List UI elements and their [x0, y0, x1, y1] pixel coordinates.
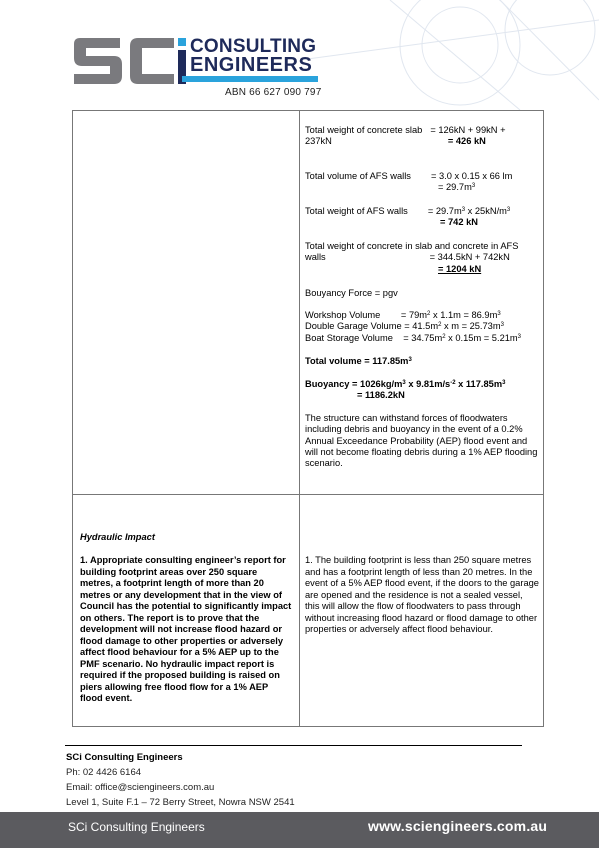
logo-wordmark [190, 37, 316, 75]
afs-volume-eq1: = 3.0 x 0.15 x 66 lm [430, 171, 513, 181]
afs-weight-eq1: = $29.7m^3$ x $25kN/m^3$ [427, 206, 511, 216]
afs-volume-block: Total volume of AFS walls = 3.0 x 0.15 x 66 lm = $29.7m^3$ [305, 171, 513, 193]
blueprint-background [300, 0, 599, 110]
hydraulic-impact-response: 1. The building footprint is less than 250 square metres and has a footprint length of less than 20 metres. In the event of a 5% AEP flood event, if the doors to the garage are opened and the residence is not a sealed vessel, this will allow the flow of floodwaters to pass through without increasing flood hazard or flood damage to other properties or adversely affect flood behaviour. [305, 555, 539, 634]
slab-eq1: = 126kN + 99kN + [430, 125, 506, 135]
total-weight-block [305, 241, 541, 275]
footer-email[interactable]: Email: office@sciengineers.com.au [66, 782, 215, 793]
footer-website-link[interactable]: www.sciengineers.com.au [368, 818, 548, 834]
afs-weight-block [305, 206, 541, 229]
afs-weight-eq2: = 742 kN [440, 217, 478, 228]
column-divider [299, 111, 300, 726]
total-weight-label2: walls [305, 252, 326, 263]
afs-volume-label: Total volume of AFS walls [305, 171, 411, 181]
footer-address: Level 1, Suite F.1 – 72 Berry Street, Nowra NSW 2541 [66, 797, 295, 808]
abn-number: ABN 66 627 090 797 [225, 87, 322, 98]
footer-rule [65, 745, 522, 746]
total-volume: Total volume = $117.85m^3$ [305, 356, 412, 366]
logo-line1: CONSULTING [190, 36, 317, 57]
slab-eq1-wrap: 237kN [305, 136, 332, 147]
afs-volume-eq2: = 29.7m [438, 182, 472, 193]
assessment-table [72, 110, 544, 727]
footer-phone: Ph: 02 4426 6164 [66, 767, 142, 778]
garage-volume: Double Garage Volume = $41.5m^2$ x $m = 25.73m^3$ [305, 321, 504, 332]
boat-storage-volume: Boat Storage Volume = $34.75m^2$ x $0.15m = 5.21m^3$ [305, 332, 521, 343]
total-weight-eq1: = 344.5kN + 742kN [429, 252, 510, 263]
footer-company: SCi Consulting Engineers [66, 752, 183, 763]
afs-weight-label: Total weight of AFS walls [305, 206, 408, 216]
volumes-block [305, 310, 541, 344]
logo-accent-bar [182, 76, 318, 82]
slab-label: Total weight of concrete slab [305, 125, 423, 135]
workshop-volume: Workshop Volume = $79m^2$ x $1.1m = 86.9m^3$ [305, 310, 501, 320]
row-divider [73, 494, 543, 495]
structure-conclusion: The structure can withstand forces of floodwaters including debris and buoyancy in the event of a 0.2% Annual Exceedance Probability (AEP) flood event and will not become floating debris during a 1% AEP flooding scenario. [305, 413, 538, 469]
buoyancy-formula: Bouyancy Force = pgv [305, 288, 398, 298]
slab-eq2: = 426 kN [447, 136, 486, 147]
slab-weight-block [305, 125, 541, 148]
footer-band-company: SCi Consulting Engineers [68, 820, 205, 834]
hydraulic-impact-requirement: 1. Appropriate consulting engineer’s report for building footprint areas over 250 square metres, a footprint length of more than 20 metres or any development that in the view of Council has the potential to significantly impact on others. The report is to prove that the development will not increase flood hazard or flood damage to other properties or adversely affect flood behaviour for a 5% AEP up to the PMF scenario. No hydraulic impact report is required if the proposed building is raised on piers allowing free flood flow for a 1% AEP flood event. [80, 555, 292, 703]
buoyancy-result: = 1186.2kN [357, 390, 405, 401]
total-weight-eq2: = 1204 kN [438, 263, 482, 274]
logo-line2: ENGINEERS [190, 54, 313, 76]
buoyancy-calc: Buoyancy = $1026kg/m^3$ x $9.81m/s^{-2}$ x $117.85m^3$ = 1186.2kN [305, 379, 541, 402]
total-weight-label: Total weight of concrete in slab and concrete in AFS [305, 241, 519, 251]
hydraulic-impact-title: Hydraulic Impact [80, 532, 155, 542]
